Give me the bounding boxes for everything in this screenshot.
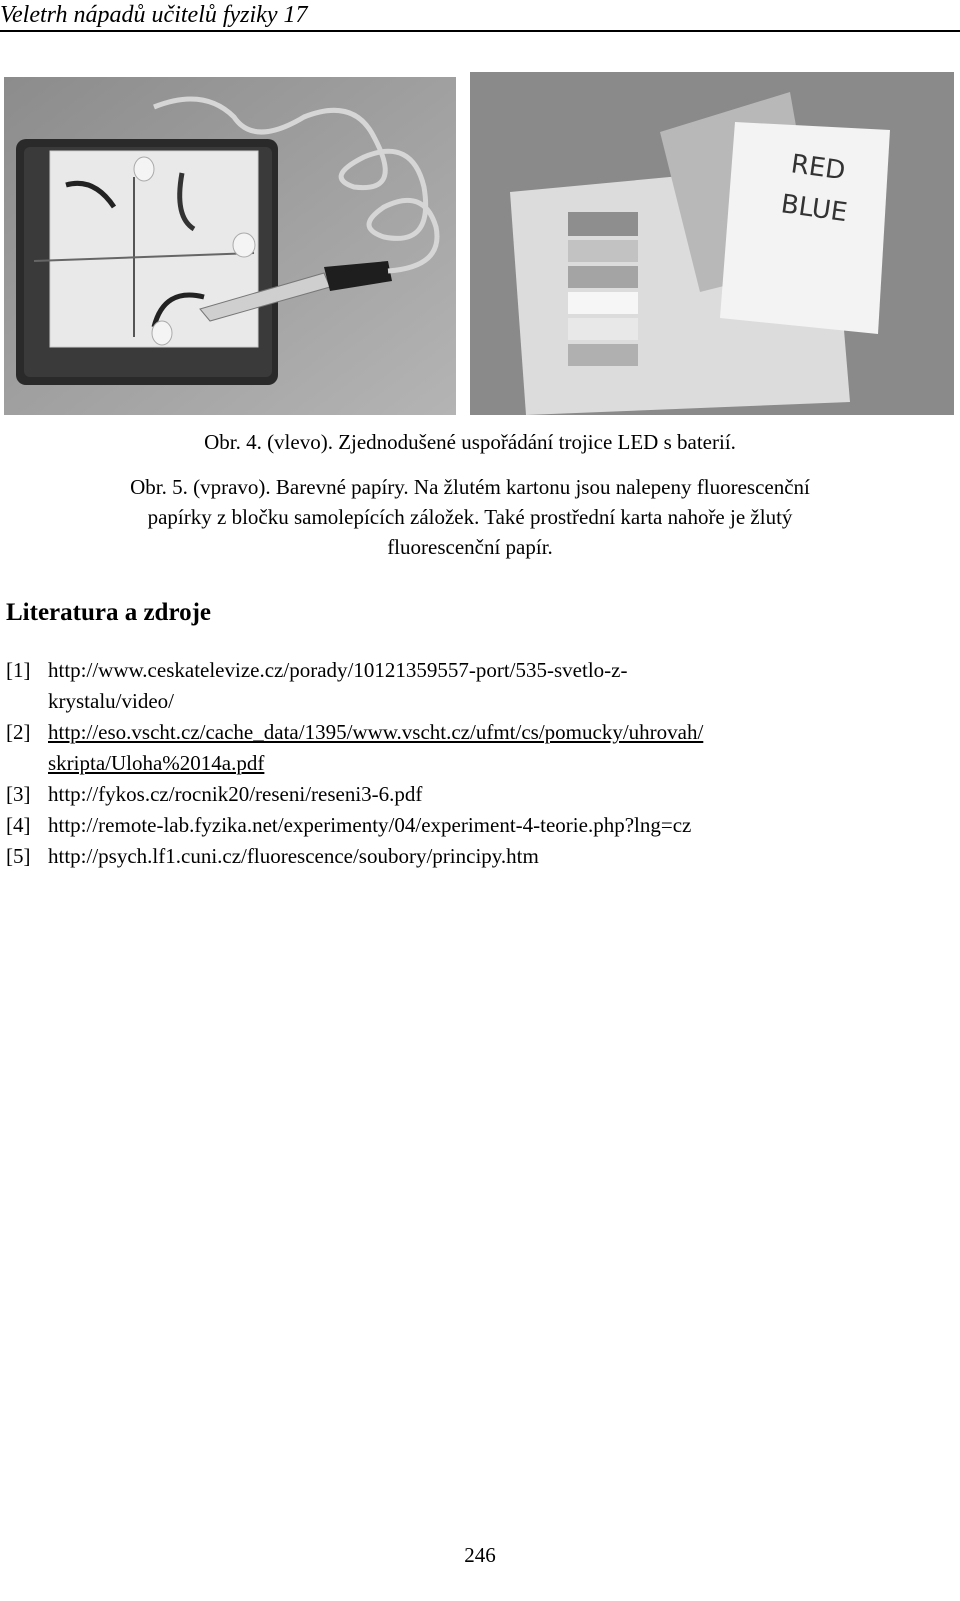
reference-number: [1]	[6, 658, 31, 682]
reference-item	[6, 655, 926, 717]
handwriting-blue: BLUE	[779, 189, 850, 229]
header-rule	[0, 30, 960, 32]
reference-item	[6, 810, 926, 841]
page-number: 246	[464, 1543, 496, 1567]
photo-colored-papers	[470, 72, 954, 415]
figure-4-caption-text: Obr. 4. (vlevo). Zjednodušené uspořádání trojice LED s baterií.	[204, 430, 736, 454]
led-battery-image	[4, 77, 456, 415]
reference-item	[6, 841, 926, 872]
reference-list	[6, 655, 926, 872]
figure-4-caption	[30, 427, 910, 457]
photo-led-battery	[4, 77, 456, 415]
reference-item	[6, 717, 926, 779]
running-header: Veletrh nápadů učitelů fyziky 17	[0, 2, 308, 28]
colored-papers-image	[470, 72, 954, 415]
figure-5-caption-line-1: Obr. 5. (vpravo). Barevné papíry. Na žlutém kartonu jsou nalepeny fluorescenční	[130, 475, 810, 499]
figure-5-caption	[30, 472, 910, 562]
reference-number: [4]	[6, 813, 31, 837]
reference-link-4[interactable]: http://remote-lab.fyzika.net/experimenty/04/experiment-4-teorie.php?lng=cz	[48, 813, 692, 837]
reference-number: [2]	[6, 720, 31, 744]
figure-5-caption-line-3: fluorescenční papír.	[387, 535, 553, 559]
reference-item	[6, 779, 926, 810]
reference-link-1[interactable]: http://www.ceskatelevize.cz/porady/10121359557-port/535-svetlo-z- krystalu/video/	[48, 658, 628, 713]
reference-link-3[interactable]: http://fykos.cz/rocnik20/reseni/reseni3-6.pdf	[48, 782, 423, 806]
reference-link-5[interactable]: http://psych.lf1.cuni.cz/fluorescence/soubory/principy.htm	[48, 844, 539, 868]
reference-link-2[interactable]: http://eso.vscht.cz/cache_data/1395/www.vscht.cz/ufmt/cs/pomucky/uhrovah/ skripta/Uloha%2014a.pdf	[48, 720, 704, 775]
reference-number: [3]	[6, 782, 31, 806]
handwriting-red: RED	[789, 149, 848, 187]
figure-5-caption-line-2: papírky z bločku samolepících záložek. Také prostřední karta nahoře je žlutý	[147, 505, 793, 529]
section-heading: Literatura a zdroje	[6, 599, 212, 626]
reference-number: [5]	[6, 844, 31, 868]
